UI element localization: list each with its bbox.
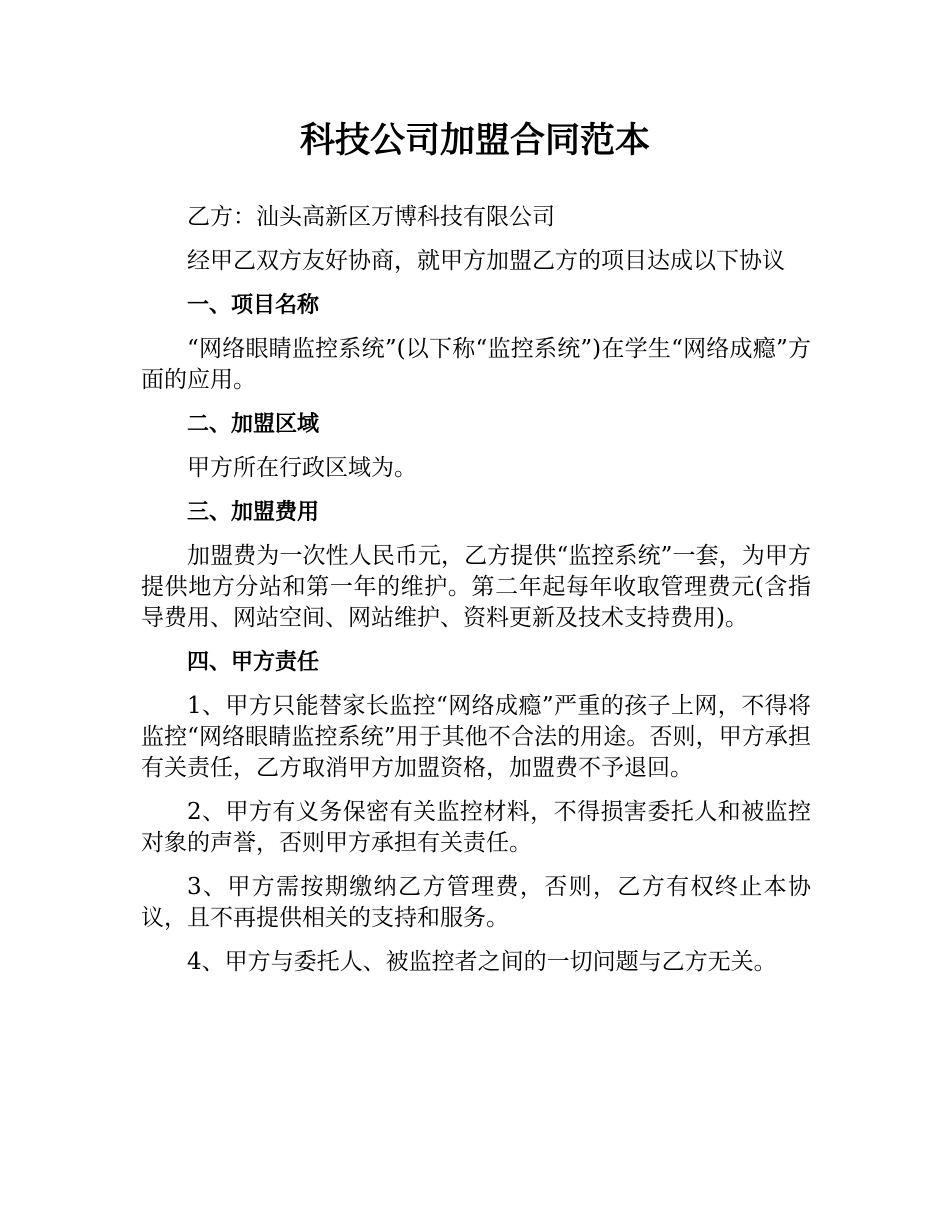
- responsibility-item: 3、甲方需按期缴纳乙方管理费，否则，乙方有权终止本协议，且不再提供相关的支持和服务。: [141, 874, 811, 931]
- party-b-line: 乙方：汕头高新区万博科技有限公司: [187, 204, 555, 230]
- project-paragraph: “网络眼睛监控系统”(以下称“监控系统”)在学生“网络成瘾”方面的应用。: [141, 336, 811, 393]
- fee-paragraph: 加盟费为一次性人民币元，乙方提供“监控系统”一套，为甲方提供地方分站和第一年的维护。第二年起每年收取管理费元(含指导费用、网站空间、网站维护、资料更新及技术支持费用)。: [141, 543, 811, 631]
- intro-paragraph: 经甲乙双方友好协商，就甲方加盟乙方的项目达成以下协议: [187, 248, 785, 274]
- section-heading-responsibility: 四、甲方责任: [187, 650, 320, 675]
- responsibility-item: 2、甲方有义务保密有关监控材料，不得损害委托人和被监控对象的声誉，否则甲方承担有关责任。: [141, 799, 811, 856]
- section-heading-region: 二、加盟区域: [187, 412, 320, 437]
- document-title: 科技公司加盟合同范本: [299, 121, 650, 161]
- document-body: [141, 202, 811, 991]
- section-heading-fee: 三、加盟费用: [187, 500, 320, 525]
- region-paragraph: 甲方所在行政区域为。: [187, 455, 417, 481]
- section-heading-project: 一、项目名称: [187, 293, 320, 318]
- responsibility-item: 4、甲方与委托人、被监控者之间的一切问题与乙方无关。: [187, 949, 777, 975]
- responsibility-item: 1、甲方只能替家长监控“网络成瘾”严重的孩子上网，不得将监控“网络眼睛监控系统”用于其他不合法的用途。否则，甲方承担有关责任，乙方取消甲方加盟资格，加盟费不予退回。: [141, 693, 811, 781]
